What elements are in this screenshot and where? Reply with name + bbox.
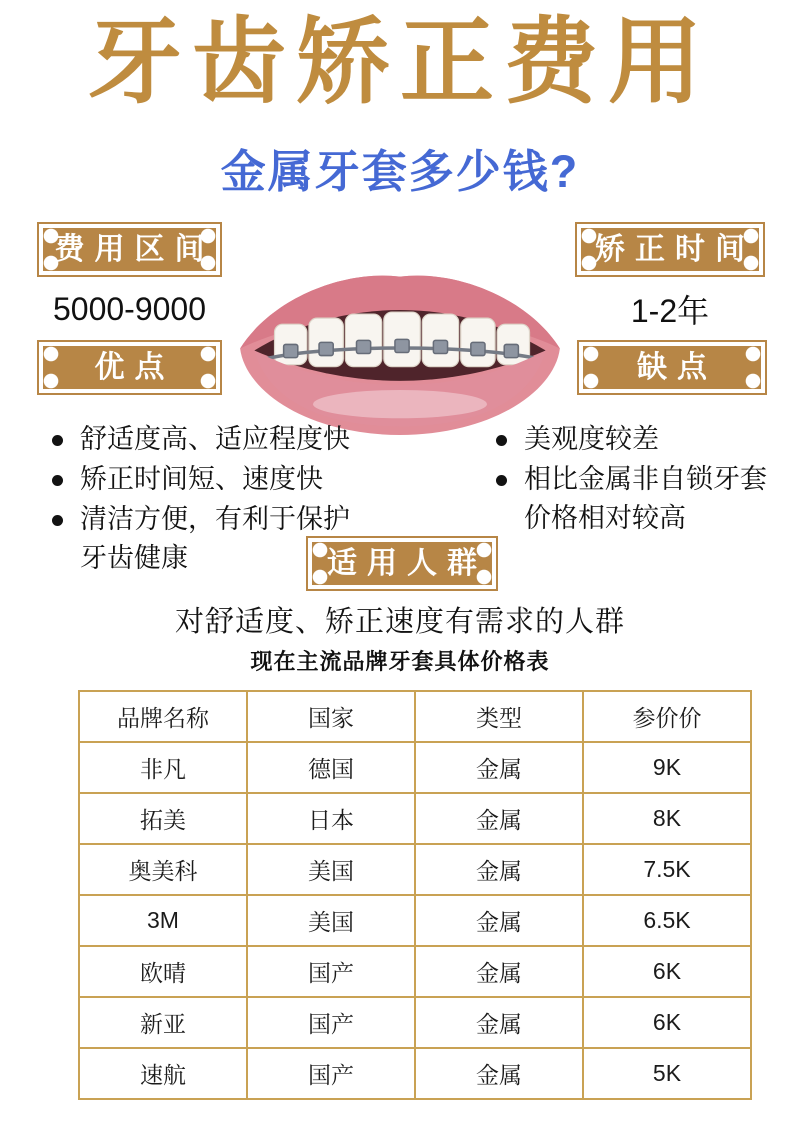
table-row (79, 793, 751, 844)
table-cell: 金属 (415, 1048, 583, 1099)
table-header-cell: 品牌名称 (79, 691, 247, 742)
badge-audience-label: 适用人群 (312, 542, 492, 585)
table-cell: 拓美 (79, 793, 247, 844)
table-cell: 6K (583, 946, 751, 997)
badge-pros (37, 340, 222, 395)
table-cell: 7.5K (583, 844, 751, 895)
table-cell: 8K (583, 793, 751, 844)
table-cell: 德国 (247, 742, 415, 793)
table-cell: 日本 (247, 793, 415, 844)
table-header-row (79, 691, 751, 742)
table-cell: 金属 (415, 997, 583, 1048)
table-cell: 金属 (415, 946, 583, 997)
table-row (79, 1048, 751, 1099)
table-cell: 6.5K (583, 895, 751, 946)
price-table (78, 690, 752, 1100)
table-header-cell: 类型 (415, 691, 583, 742)
table-cell: 国产 (247, 997, 415, 1048)
table-cell: 非凡 (79, 742, 247, 793)
table-cell: 国产 (247, 946, 415, 997)
page-title: 牙齿矫正费用 (87, 7, 712, 117)
table-cell: 3M (79, 895, 247, 946)
badge-cons (577, 340, 767, 395)
table-cell: 6K (583, 997, 751, 1048)
table-cell: 国产 (247, 1048, 415, 1099)
table-cell: 新亚 (79, 997, 247, 1048)
table-row (79, 895, 751, 946)
pros-item: 舒适度高、适应程度快 (48, 420, 364, 459)
table-cell: 欧晴 (79, 946, 247, 997)
cons-item: 美观度较差 (492, 420, 788, 459)
badge-pros-label: 优点 (43, 346, 216, 389)
cons-list (492, 420, 788, 539)
cost-range-value: 5000-9000 (52, 291, 207, 327)
badge-cost-range (37, 222, 222, 277)
pros-item: 矫正时间短、速度快 (48, 460, 364, 499)
pros-item: 清洁方便，有利于保护牙齿健康 (48, 500, 364, 578)
table-cell: 金属 (415, 742, 583, 793)
table-cell: 5K (583, 1048, 751, 1099)
badge-cons-label: 缺点 (583, 346, 761, 389)
table-row (79, 946, 751, 997)
badge-audience (306, 536, 498, 591)
badge-cost-range-label: 费用区间 (43, 228, 216, 271)
table-cell: 金属 (415, 793, 583, 844)
table-header-cell: 国家 (247, 691, 415, 742)
table-cell: 速航 (79, 1048, 247, 1099)
table-row (79, 742, 751, 793)
price-table-title: 现在主流品牌牙套具体价格表 (250, 649, 550, 674)
badge-duration-label: 矫正时间 (581, 228, 759, 271)
duration-value: 1-2年 (630, 293, 710, 329)
table-cell: 9K (583, 742, 751, 793)
table-cell: 美国 (247, 844, 415, 895)
table-row (79, 997, 751, 1048)
cons-item: 相比金属非自锁牙套价格相对较高 (492, 460, 788, 538)
mouth-with-braces-illustration (230, 260, 570, 440)
table-cell: 金属 (415, 895, 583, 946)
table-header-cell: 参价价 (583, 691, 751, 742)
badge-duration (575, 222, 765, 277)
audience-text: 对舒适度、矫正速度有需求的人群 (174, 606, 625, 638)
table-cell: 金属 (415, 844, 583, 895)
table-row (79, 844, 751, 895)
table-cell: 奥美科 (79, 844, 247, 895)
table-cell: 美国 (247, 895, 415, 946)
page-subtitle: 金属牙套多少钱? (220, 146, 580, 197)
